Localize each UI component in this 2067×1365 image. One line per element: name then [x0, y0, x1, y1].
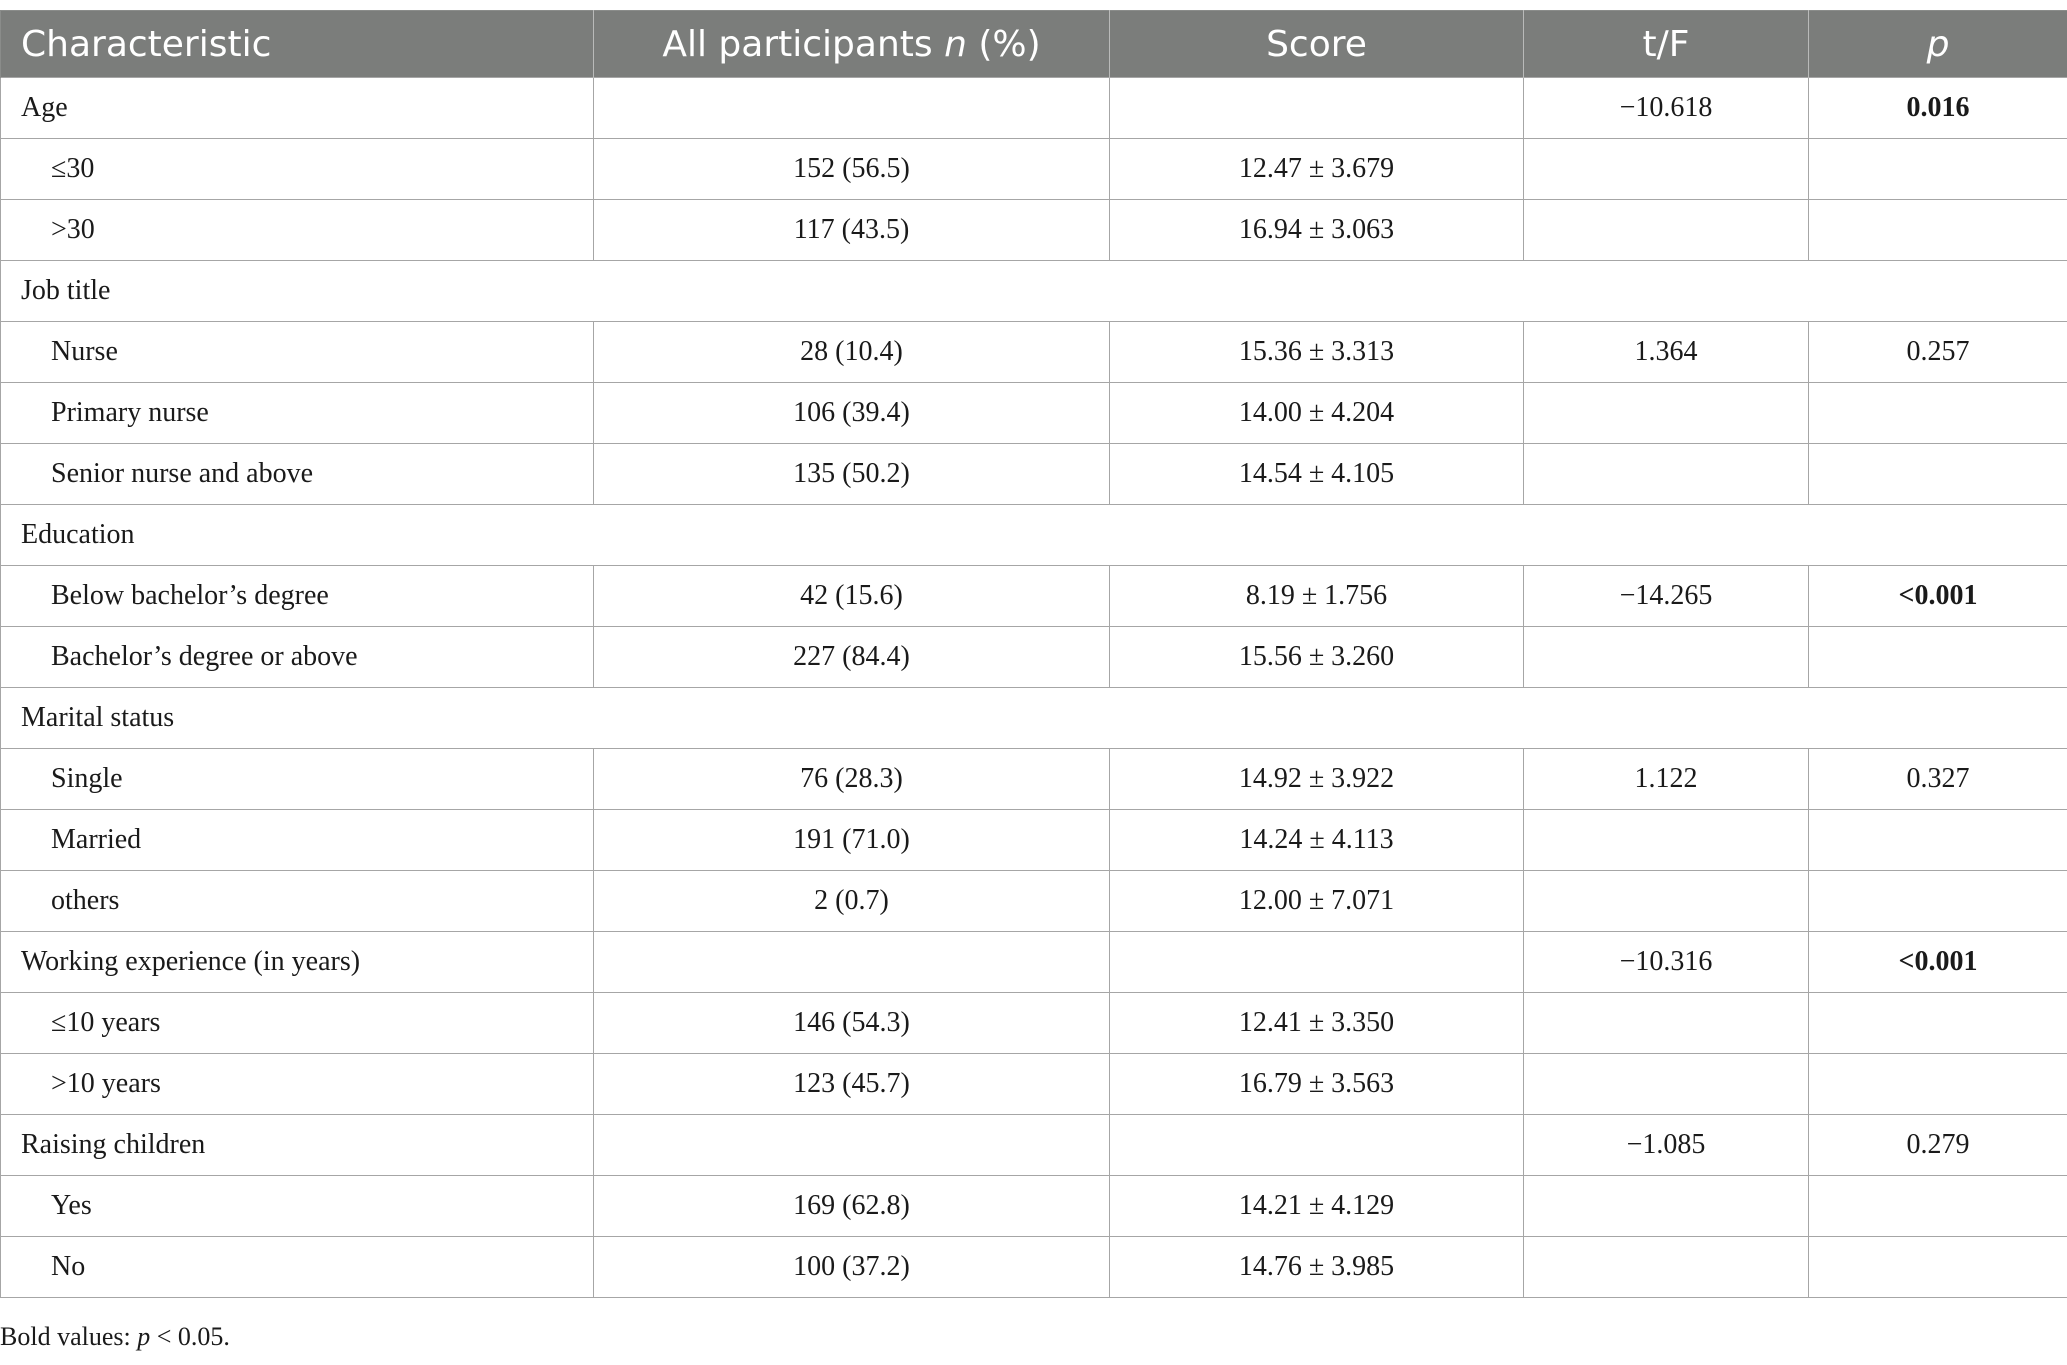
row-participants: 146 (54.3)	[594, 993, 1110, 1054]
row-participants: 227 (84.4)	[594, 627, 1110, 688]
row-label: Senior nurse and above	[1, 444, 594, 505]
row-p	[1809, 1237, 2067, 1298]
row-participants	[594, 1115, 1110, 1176]
row-tf	[1524, 1176, 1809, 1237]
table-row	[1, 810, 2067, 871]
row-label: ≤10 years	[1, 993, 594, 1054]
row-p: <0.001	[1809, 932, 2067, 993]
row-label: ≤30	[1, 139, 594, 200]
row-tf: −1.085	[1524, 1115, 1809, 1176]
row-tf	[1524, 1054, 1809, 1115]
row-score: 14.54 ± 4.105	[1110, 444, 1524, 505]
row-label: >10 years	[1, 1054, 594, 1115]
row-label: Yes	[1, 1176, 594, 1237]
row-participants	[594, 78, 1110, 139]
row-tf	[1524, 200, 1809, 261]
row-p	[1809, 444, 2067, 505]
table-row	[1, 932, 2067, 993]
row-label: Below bachelor’s degree	[1, 566, 594, 627]
row-p	[1809, 627, 2067, 688]
row-group-label: Education	[1, 505, 2067, 566]
row-score: 15.56 ± 3.260	[1110, 627, 1524, 688]
row-participants	[594, 932, 1110, 993]
table-row	[1, 383, 2067, 444]
header-score: Score	[1110, 11, 1524, 78]
row-score: 12.00 ± 7.071	[1110, 871, 1524, 932]
row-label: >30	[1, 200, 594, 261]
row-score: 14.92 ± 3.922	[1110, 749, 1524, 810]
row-label: Single	[1, 749, 594, 810]
row-tf	[1524, 444, 1809, 505]
row-participants: 42 (15.6)	[594, 566, 1110, 627]
header-participants-prefix: All participants	[662, 23, 945, 65]
row-score: 8.19 ± 1.756	[1110, 566, 1524, 627]
row-p	[1809, 1176, 2067, 1237]
row-label: Raising children	[1, 1115, 594, 1176]
row-score: 12.41 ± 3.350	[1110, 993, 1524, 1054]
row-score: 12.47 ± 3.679	[1110, 139, 1524, 200]
row-tf	[1524, 810, 1809, 871]
table-header	[1, 11, 2067, 78]
table-row	[1, 139, 2067, 200]
row-participants: 191 (71.0)	[594, 810, 1110, 871]
table-row	[1, 1115, 2067, 1176]
header-all-participants	[594, 11, 1110, 78]
row-participants: 100 (37.2)	[594, 1237, 1110, 1298]
row-p	[1809, 871, 2067, 932]
row-label: Age	[1, 78, 594, 139]
table-row	[1, 78, 2067, 139]
header-row	[1, 11, 2067, 78]
row-p	[1809, 200, 2067, 261]
row-group-label: Marital status	[1, 688, 2067, 749]
row-score: 14.21 ± 4.129	[1110, 1176, 1524, 1237]
table-row	[1, 871, 2067, 932]
header-participants-n: n	[944, 23, 967, 65]
row-score: 14.00 ± 4.204	[1110, 383, 1524, 444]
row-p	[1809, 383, 2067, 444]
row-score	[1110, 78, 1524, 139]
table-row	[1, 627, 2067, 688]
table-row	[1, 993, 2067, 1054]
row-label: Bachelor’s degree or above	[1, 627, 594, 688]
row-tf: −10.316	[1524, 932, 1809, 993]
row-p: 0.279	[1809, 1115, 2067, 1176]
row-tf	[1524, 627, 1809, 688]
row-participants: 123 (45.7)	[594, 1054, 1110, 1115]
table-row	[1, 1237, 2067, 1298]
row-score	[1110, 1115, 1524, 1176]
footnote-suffix: < 0.05.	[150, 1322, 230, 1351]
row-p: 0.257	[1809, 322, 2067, 383]
row-participants: 135 (50.2)	[594, 444, 1110, 505]
row-participants: 106 (39.4)	[594, 383, 1110, 444]
row-label: No	[1, 1237, 594, 1298]
row-score: 15.36 ± 3.313	[1110, 322, 1524, 383]
row-score: 14.76 ± 3.985	[1110, 1237, 1524, 1298]
row-label: others	[1, 871, 594, 932]
footnote-p: p	[137, 1322, 151, 1351]
table-row	[1, 200, 2067, 261]
row-tf	[1524, 139, 1809, 200]
table-row	[1, 749, 2067, 810]
header-tf: t/F	[1524, 11, 1809, 78]
header-characteristic: Characteristic	[1, 11, 594, 78]
row-group-label: Job title	[1, 261, 2067, 322]
row-score	[1110, 932, 1524, 993]
row-score: 16.94 ± 3.063	[1110, 200, 1524, 261]
row-score: 14.24 ± 4.113	[1110, 810, 1524, 871]
table-footnote	[0, 1322, 230, 1352]
row-tf	[1524, 871, 1809, 932]
row-tf: −10.618	[1524, 78, 1809, 139]
row-tf: 1.122	[1524, 749, 1809, 810]
table-row	[1, 261, 2067, 322]
row-participants: 152 (56.5)	[594, 139, 1110, 200]
row-p: 0.016	[1809, 78, 2067, 139]
row-participants: 117 (43.5)	[594, 200, 1110, 261]
row-label: Nurse	[1, 322, 594, 383]
row-score: 16.79 ± 3.563	[1110, 1054, 1524, 1115]
row-p	[1809, 810, 2067, 871]
row-participants: 169 (62.8)	[594, 1176, 1110, 1237]
table-row	[1, 688, 2067, 749]
row-tf: −14.265	[1524, 566, 1809, 627]
row-participants: 76 (28.3)	[594, 749, 1110, 810]
row-p	[1809, 993, 2067, 1054]
row-participants: 2 (0.7)	[594, 871, 1110, 932]
row-p	[1809, 1054, 2067, 1115]
header-p: p	[1809, 11, 2067, 78]
row-p: 0.327	[1809, 749, 2067, 810]
results-table	[0, 10, 2067, 1298]
footnote-prefix: Bold values:	[0, 1322, 138, 1351]
row-tf	[1524, 993, 1809, 1054]
header-participants-suffix: (%)	[966, 23, 1041, 65]
results-table-container	[0, 10, 2067, 1298]
table-row	[1, 566, 2067, 627]
row-tf: 1.364	[1524, 322, 1809, 383]
row-tf	[1524, 383, 1809, 444]
row-tf	[1524, 1237, 1809, 1298]
row-label: Working experience (in years)	[1, 932, 594, 993]
table-row	[1, 1176, 2067, 1237]
row-participants: 28 (10.4)	[594, 322, 1110, 383]
table-row	[1, 322, 2067, 383]
table-row	[1, 505, 2067, 566]
row-label: Primary nurse	[1, 383, 594, 444]
row-p: <0.001	[1809, 566, 2067, 627]
table-row	[1, 1054, 2067, 1115]
table-row	[1, 444, 2067, 505]
table-body	[1, 78, 2067, 1298]
row-label: Married	[1, 810, 594, 871]
row-p	[1809, 139, 2067, 200]
